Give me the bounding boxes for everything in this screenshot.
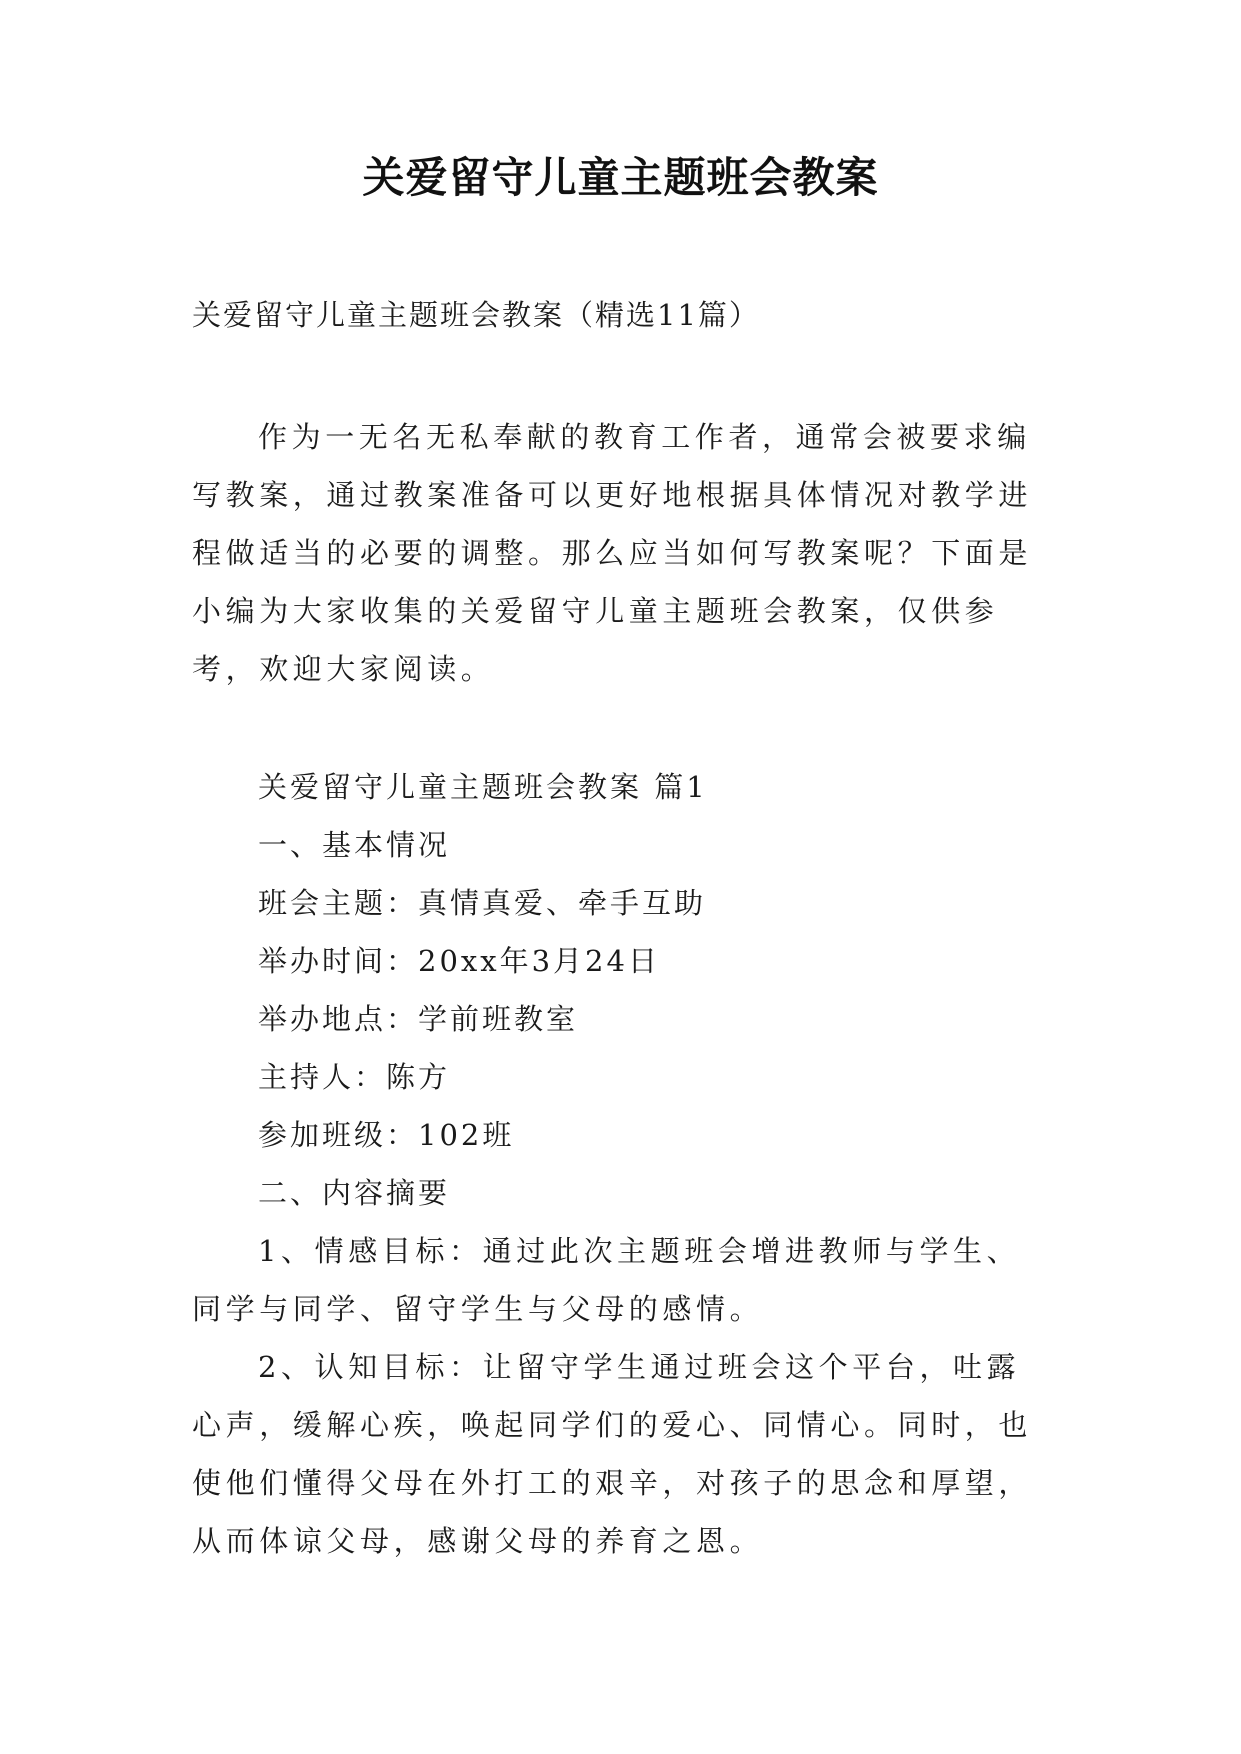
document-title: 关爱留守儿童主题班会教案 [362, 153, 879, 202]
time-line: 举办时间：20xx年3月24日 [258, 944, 660, 978]
intro-paragraph: 作为一无名无私奉献的教育工作者，通常会被要求编写教案，通过教案准备可以更好地根据具体情况对教学进程做适当的必要的调整。那么应当如何写教案呢？下面是小编为大家收集的关爱留守儿童主题班会教案，仅供参考，欢迎大家阅读。 [192, 420, 1033, 686]
basic-info-heading: 一、基本情况 [258, 828, 451, 862]
location-line: 举办地点：学前班教室 [258, 1002, 579, 1036]
section-heading: 关爱留守儿童主题班会教案 篇1 [258, 770, 708, 804]
emotional-goal-paragraph: 1、情感目标：通过此次主题班会增进教师与学生、同学与同学、留守学生与父母的感情。 [192, 1234, 1021, 1326]
lesson-plan-section [192, 758, 1052, 1570]
host-line: 主持人：陈方 [258, 1060, 451, 1094]
summary-heading: 二、内容摘要 [258, 1176, 451, 1210]
cognitive-goal-paragraph: 2、认知目标：让留守学生通过班会这个平台，吐露心声，缓解心疾，唤起同学们的爱心、同情心。同时，也使他们懂得父母在外打工的艰辛，对孩子的思念和厚望，从而体谅父母，感谢父母的养育之恩。 [192, 1350, 1033, 1558]
class-line: 参加班级：102班 [258, 1118, 515, 1152]
theme-line: 班会主题：真情真爱、牵手互助 [258, 886, 707, 920]
document-subtitle: 关爱留守儿童主题班会教案（精选11篇） [192, 298, 760, 332]
